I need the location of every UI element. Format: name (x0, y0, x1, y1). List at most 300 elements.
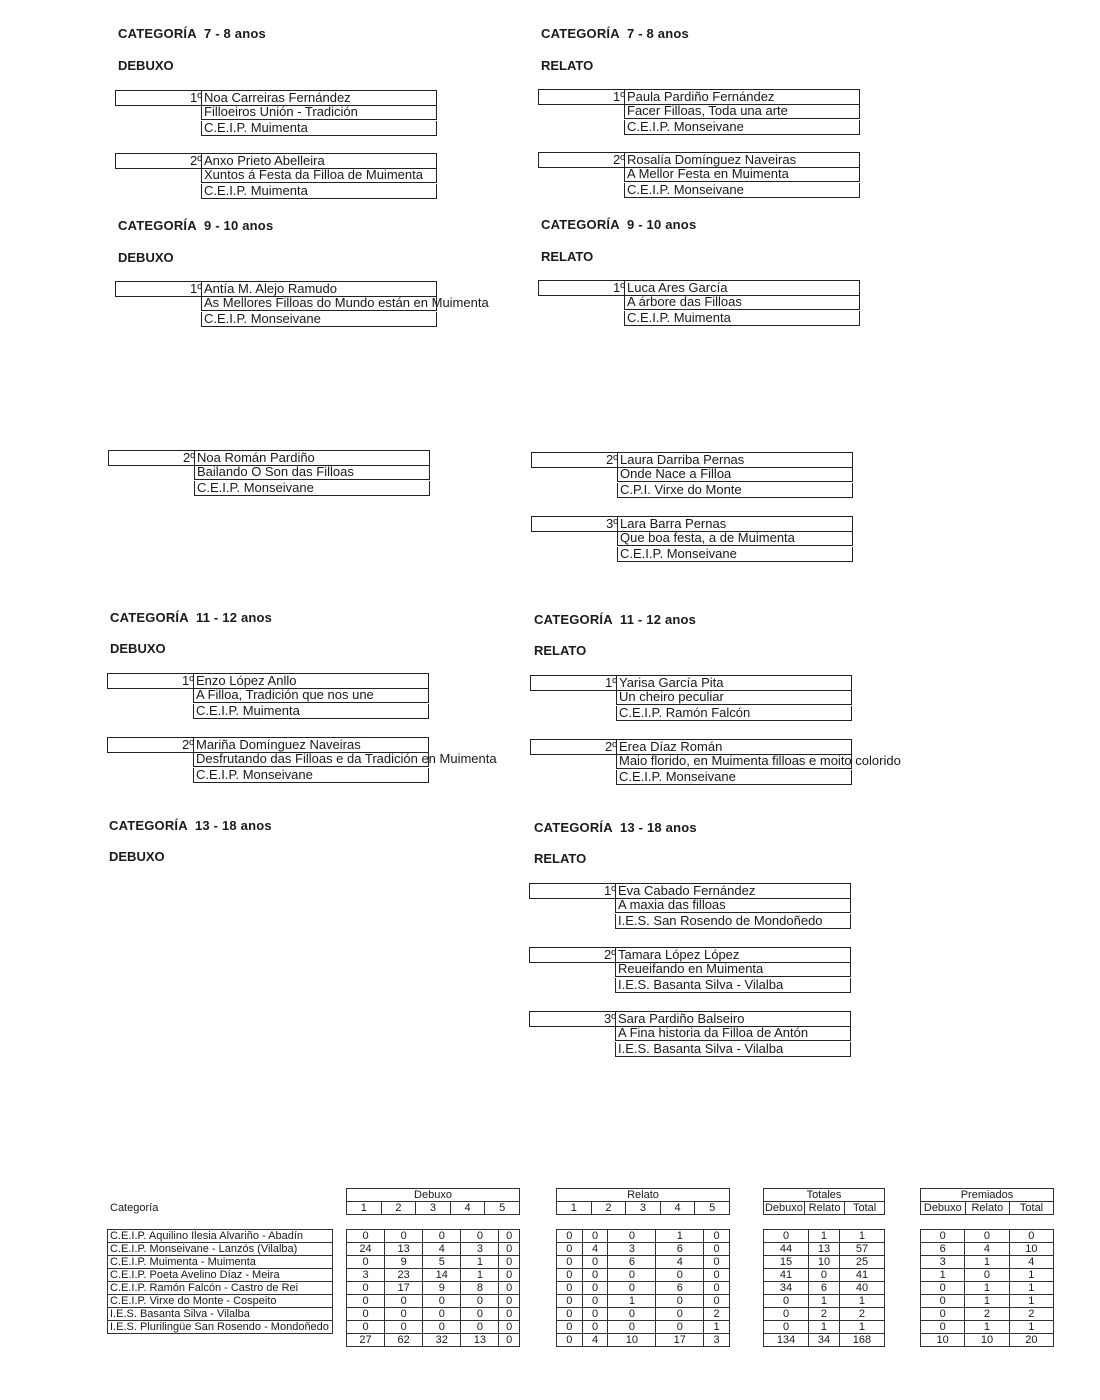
premiados-cell: 0 (921, 1230, 965, 1243)
premiados-cell: 1 (1009, 1269, 1053, 1282)
award-title: Xuntos á Festa da Filloa de Muimenta (201, 168, 437, 183)
debuxo-cell: 0 (423, 1321, 461, 1334)
premiados-cell: 2 (965, 1308, 1009, 1321)
relato-cell: 0 (557, 1256, 583, 1269)
relato-caption: Relato (557, 1189, 730, 1202)
category-heading: CATEGORÍA 9 - 10 anos (118, 218, 274, 233)
premiados-cell: 4 (965, 1243, 1009, 1256)
category-heading: CATEGORÍA 9 - 10 anos (541, 217, 697, 232)
relato-cell: 4 (582, 1334, 608, 1347)
totales-cell: 1 (809, 1321, 840, 1334)
section-type-heading: RELATO (534, 851, 587, 866)
debuxo-cell: 0 (347, 1295, 385, 1308)
relato-cell: 0 (582, 1269, 608, 1282)
debuxo-cell: 23 (385, 1269, 423, 1282)
debuxo-cell: 0 (423, 1295, 461, 1308)
premiados-cell: 1 (1009, 1321, 1053, 1334)
debuxo-row (347, 1282, 520, 1295)
relato-cell: 6 (656, 1243, 704, 1256)
relato-column-header: 4 (660, 1202, 695, 1215)
relato-cell: 0 (608, 1308, 656, 1321)
award-school: C.E.I.P. Monseivane (624, 183, 860, 198)
premiados-cell: 10 (965, 1334, 1009, 1347)
award-title: Onde Nace a Filloa (617, 467, 853, 482)
premiados-cell: 1 (921, 1269, 965, 1282)
relato-cell: 0 (557, 1243, 583, 1256)
award-name: Antía M. Alejo Ramudo (201, 281, 437, 297)
award-row-school (115, 185, 435, 201)
award-school: C.E.I.P. Muimenta (201, 184, 437, 199)
section-type-heading: DEBUXO (118, 250, 174, 265)
award-rank: 2º (115, 153, 204, 169)
category-heading: CATEGORÍA 7 - 8 anos (118, 26, 266, 41)
school-row (108, 1321, 333, 1334)
debuxo-cell: 13 (461, 1334, 499, 1347)
debuxo-cell: 24 (347, 1243, 385, 1256)
relato-cell: 0 (656, 1269, 704, 1282)
award-entry (107, 737, 497, 785)
award-name: Lara Barra Pernas (617, 516, 853, 532)
relato-data-table (556, 1229, 730, 1347)
totales-row (764, 1269, 885, 1282)
totales-cell: 44 (764, 1243, 809, 1256)
award-title: Reueifando en Muimenta (615, 962, 851, 977)
award-entry (529, 883, 849, 931)
award-rank: 2º (529, 947, 618, 963)
premiados-caption: Premiados (921, 1189, 1054, 1202)
totales-column-header: Relato (804, 1202, 844, 1215)
debuxo-cell: 3 (347, 1269, 385, 1282)
award-school: C.E.I.P. Monseivane (617, 547, 853, 562)
award-row-school (531, 548, 851, 564)
award-rank: 1º (107, 673, 196, 689)
premiados-row (921, 1282, 1054, 1295)
premiados-row (921, 1230, 1054, 1243)
award-title: Maio florido, en Muimenta filloas e moito colorido (616, 754, 852, 769)
totales-cell: 0 (809, 1269, 840, 1282)
award-title: A Filloa, Tradición que nos une (193, 688, 429, 703)
relato-cell: 0 (582, 1321, 608, 1334)
section-type-heading: RELATO (541, 58, 594, 73)
relato-cell: 0 (557, 1230, 583, 1243)
relato-cell: 6 (608, 1256, 656, 1269)
relato-cell: 0 (656, 1295, 704, 1308)
debuxo-row (347, 1321, 520, 1334)
school-name: C.E.I.P. Poeta Avelino Díaz - Meira (108, 1269, 333, 1282)
premiados-row (921, 1243, 1054, 1256)
school-row (108, 1243, 333, 1256)
relato-row (557, 1321, 730, 1334)
premiados-cell: 6 (921, 1243, 965, 1256)
schools-table (107, 1229, 333, 1334)
debuxo-data-table (346, 1229, 520, 1347)
award-entry (530, 739, 901, 787)
debuxo-cell: 0 (499, 1243, 520, 1256)
totales-cell: 168 (839, 1334, 884, 1347)
award-rank: 1º (529, 883, 618, 899)
totales-cell: 134 (764, 1334, 809, 1347)
debuxo-cell: 17 (385, 1282, 423, 1295)
debuxo-column-header: 3 (416, 1202, 451, 1215)
debuxo-cell: 0 (385, 1308, 423, 1321)
debuxo-cell: 0 (499, 1295, 520, 1308)
debuxo-column-header: 2 (381, 1202, 416, 1215)
school-row (108, 1230, 333, 1243)
debuxo-cell: 0 (423, 1230, 461, 1243)
category-heading: CATEGORÍA 7 - 8 anos (541, 26, 689, 41)
relato-cell: 1 (656, 1230, 704, 1243)
premiados-row (921, 1321, 1054, 1334)
award-title: As Mellores Filloas do Mundo están en Muimenta (201, 296, 437, 311)
award-rank: 1º (530, 675, 619, 691)
award-school: C.E.I.P. Monseivane (624, 120, 860, 135)
totales-cell: 57 (839, 1243, 884, 1256)
debuxo-cell: 0 (347, 1321, 385, 1334)
debuxo-cell: 9 (423, 1282, 461, 1295)
debuxo-cell: 0 (499, 1256, 520, 1269)
relato-cell: 0 (608, 1321, 656, 1334)
award-row-school (107, 769, 427, 785)
totales-cell: 25 (839, 1256, 884, 1269)
award-title: Un cheiro peculiar (616, 690, 852, 705)
relato-cell: 0 (557, 1321, 583, 1334)
premiados-row (921, 1295, 1054, 1308)
totales-cell: 40 (839, 1282, 884, 1295)
award-name: Mariña Domínguez Naveiras (193, 737, 429, 753)
award-name: Erea Díaz Román (616, 739, 852, 755)
totales-cell: 6 (809, 1282, 840, 1295)
debuxo-row (347, 1243, 520, 1256)
award-row-school (530, 707, 850, 723)
debuxo-cell: 0 (423, 1308, 461, 1321)
award-name: Enzo López Anllo (193, 673, 429, 689)
totales-cell: 41 (839, 1269, 884, 1282)
premiados-cell: 0 (965, 1269, 1009, 1282)
relato-row (557, 1295, 730, 1308)
award-row-school (538, 121, 858, 137)
award-school: C.E.I.P. Muimenta (624, 311, 860, 326)
relato-cell: 0 (608, 1269, 656, 1282)
debuxo-row (347, 1230, 520, 1243)
award-rank: 1º (538, 280, 627, 296)
category-heading: CATEGORÍA 13 - 18 anos (109, 818, 272, 833)
totales-column-header: Debuxo (764, 1202, 803, 1214)
premiados-cell: 0 (965, 1230, 1009, 1243)
school-name: C.E.I.P. Monseivane - Lanzós (Vilalba) (108, 1243, 333, 1256)
award-school: C.P.I. Virxe do Monte (617, 483, 853, 498)
debuxo-cell: 14 (423, 1269, 461, 1282)
school-name: I.E.S. Basanta Silva - Vilalba (108, 1308, 333, 1321)
award-rank: 3º (531, 516, 620, 532)
totales-row (764, 1243, 885, 1256)
award-rank: 2º (538, 152, 627, 168)
award-rank: 1º (115, 281, 204, 297)
school-name: C.E.I.P. Virxe do Monte - Cospeito (108, 1295, 333, 1308)
relato-row (557, 1308, 730, 1321)
relato-cell: 0 (704, 1269, 730, 1282)
award-row-school (108, 482, 428, 498)
award-name: Sara Pardiño Balseiro (615, 1011, 851, 1027)
premiados-cell: 1 (965, 1295, 1009, 1308)
award-entry (108, 450, 428, 498)
totales-total-row (764, 1334, 885, 1347)
debuxo-cell: 62 (385, 1334, 423, 1347)
debuxo-total-row (347, 1334, 520, 1347)
award-title: A Mellor Festa en Muimenta (624, 167, 860, 182)
relato-header-table (556, 1188, 730, 1215)
relato-cell: 0 (608, 1282, 656, 1295)
relato-cell: 0 (656, 1308, 704, 1321)
premiados-row (921, 1269, 1054, 1282)
totales-cell: 0 (764, 1321, 809, 1334)
relato-cell: 0 (704, 1295, 730, 1308)
school-row (108, 1269, 333, 1282)
relato-cell: 1 (608, 1295, 656, 1308)
award-title: A árbore das Filloas (624, 295, 860, 310)
award-school: I.E.S. Basanta Silva - Vilalba (615, 1042, 851, 1057)
debuxo-cell: 0 (347, 1230, 385, 1243)
premiados-cell: 1 (1009, 1295, 1053, 1308)
award-entry (115, 90, 435, 138)
relato-cell: 6 (656, 1282, 704, 1295)
debuxo-row (347, 1256, 520, 1269)
award-name: Tamara López López (615, 947, 851, 963)
relato-cell: 0 (557, 1269, 583, 1282)
debuxo-cell: 0 (385, 1230, 423, 1243)
totales-cell: 1 (809, 1230, 840, 1243)
debuxo-cell: 0 (347, 1308, 385, 1321)
award-name: Noa Román Pardiño (194, 450, 430, 466)
totales-cell: 34 (809, 1334, 840, 1347)
relato-cell: 0 (704, 1256, 730, 1269)
award-entry (115, 153, 435, 201)
totales-header-table (763, 1188, 885, 1215)
debuxo-cell: 0 (499, 1321, 520, 1334)
award-school: C.E.I.P. Monseivane (201, 312, 437, 327)
premiados-cell: 0 (921, 1321, 965, 1334)
premiados-cell: 0 (921, 1308, 965, 1321)
premiados-cell: 10 (921, 1334, 965, 1347)
totales-cell: 34 (764, 1282, 809, 1295)
relato-cell: 4 (582, 1243, 608, 1256)
debuxo-cell: 27 (347, 1334, 385, 1347)
award-name: Luca Ares García (624, 280, 860, 296)
award-school: I.E.S. San Rosendo de Mondoñedo (615, 914, 851, 929)
totales-caption: Totales (764, 1189, 885, 1202)
relato-cell: 0 (582, 1256, 608, 1269)
award-name: Laura Darriba Pernas (617, 452, 853, 468)
totales-cell: 0 (764, 1308, 809, 1321)
debuxo-cell: 0 (347, 1256, 385, 1269)
premiados-column-header: Debuxo (921, 1202, 966, 1215)
award-entry (529, 1011, 849, 1059)
award-entry (538, 89, 858, 137)
premiados-row (921, 1256, 1054, 1269)
totales-row (764, 1308, 885, 1321)
award-entry (538, 152, 858, 200)
premiados-cell: 1 (965, 1282, 1009, 1295)
relato-cell: 0 (704, 1282, 730, 1295)
debuxo-cell: 13 (385, 1243, 423, 1256)
award-entry (531, 516, 851, 564)
school-row (108, 1295, 333, 1308)
totales-cell: 41 (764, 1269, 809, 1282)
premiados-cell: 4 (1009, 1256, 1053, 1269)
relato-row (557, 1230, 730, 1243)
award-school: C.E.I.P. Monseivane (616, 770, 852, 785)
debuxo-row (347, 1269, 520, 1282)
relato-row (557, 1269, 730, 1282)
premiados-data-table (920, 1229, 1054, 1347)
totales-row (764, 1230, 885, 1243)
totales-cell: 13 (809, 1243, 840, 1256)
award-title: Que boa festa, a de Muimenta (617, 531, 853, 546)
summary-category-label: Categoría (110, 1202, 159, 1214)
premiados-cell: 20 (1009, 1334, 1053, 1347)
debuxo-column-header: 4 (450, 1202, 485, 1215)
debuxo-cell: 32 (423, 1334, 461, 1347)
award-row-school (530, 771, 850, 787)
relato-cell: 1 (704, 1321, 730, 1334)
award-rank: 2º (108, 450, 197, 466)
award-row-school (538, 184, 858, 200)
award-rank: 2º (107, 737, 196, 753)
category-heading: CATEGORÍA 13 - 18 anos (534, 820, 697, 835)
premiados-cell: 1 (965, 1256, 1009, 1269)
award-title: Filloeiros Unión - Tradición (201, 105, 437, 120)
debuxo-cell: 0 (385, 1321, 423, 1334)
award-name: Rosalía Domínguez Naveiras (624, 152, 860, 168)
award-title: Facer Filloas, Toda una arte (624, 104, 860, 119)
relato-cell: 0 (557, 1334, 583, 1347)
totales-cell: 0 (764, 1230, 809, 1243)
debuxo-header-table (346, 1188, 520, 1215)
award-school: C.E.I.P. Monseivane (193, 768, 429, 783)
school-row (108, 1308, 333, 1321)
award-school: C.E.I.P. Ramón Falcón (616, 706, 852, 721)
totales-cell: 10 (809, 1256, 840, 1269)
award-title: A maxia das filloas (615, 898, 851, 913)
relato-row (557, 1256, 730, 1269)
section-type-heading: DEBUXO (118, 58, 174, 73)
category-heading: CATEGORÍA 11 - 12 anos (534, 612, 697, 627)
debuxo-cell: 8 (461, 1282, 499, 1295)
debuxo-cell: 0 (347, 1282, 385, 1295)
relato-cell: 3 (608, 1243, 656, 1256)
award-row-school (529, 1043, 849, 1059)
award-school: C.E.I.P. Muimenta (201, 121, 437, 136)
debuxo-cell: 3 (461, 1243, 499, 1256)
award-name: Anxo Prieto Abelleira (201, 153, 437, 169)
totales-cell: 0 (764, 1295, 809, 1308)
debuxo-cell: 0 (499, 1269, 520, 1282)
award-row-school (115, 313, 435, 329)
debuxo-cell: 0 (499, 1334, 520, 1347)
totales-row (764, 1282, 885, 1295)
award-name: Yarisa García Pita (616, 675, 852, 691)
totales-data-table (763, 1229, 885, 1347)
award-entry (538, 280, 858, 328)
debuxo-cell: 0 (499, 1308, 520, 1321)
premiados-cell: 2 (1009, 1308, 1053, 1321)
relato-cell: 17 (656, 1334, 704, 1347)
debuxo-cell: 1 (461, 1256, 499, 1269)
relato-row (557, 1243, 730, 1256)
debuxo-row (347, 1308, 520, 1321)
debuxo-column-header: 5 (485, 1202, 520, 1215)
award-rank: 1º (115, 90, 204, 106)
award-row-school (529, 915, 849, 931)
relato-cell: 0 (656, 1321, 704, 1334)
debuxo-cell: 5 (423, 1256, 461, 1269)
category-heading: CATEGORÍA 11 - 12 anos (110, 610, 273, 625)
debuxo-cell: 0 (499, 1230, 520, 1243)
school-name: C.E.I.P. Ramón Falcón - Castro de Rei (108, 1282, 333, 1295)
totales-row (764, 1295, 885, 1308)
totales-cell: 2 (839, 1308, 884, 1321)
section-type-heading: RELATO (534, 643, 587, 658)
premiados-row (921, 1308, 1054, 1321)
relato-cell: 0 (704, 1243, 730, 1256)
relato-column-header: 2 (591, 1202, 626, 1215)
award-row-school (529, 979, 849, 995)
section-type-heading: RELATO (541, 249, 594, 264)
totales-cell: 1 (809, 1295, 840, 1308)
award-name: Paula Pardiño Fernández (624, 89, 860, 105)
award-rank: 1º (538, 89, 627, 105)
premiados-cell: 0 (921, 1295, 965, 1308)
premiados-cell: 10 (1009, 1243, 1053, 1256)
relato-cell: 0 (557, 1282, 583, 1295)
relato-cell: 3 (704, 1334, 730, 1347)
relato-cell: 0 (582, 1230, 608, 1243)
relato-row (557, 1282, 730, 1295)
relato-total-row (557, 1334, 730, 1347)
debuxo-caption: Debuxo (347, 1189, 520, 1202)
debuxo-row (347, 1295, 520, 1308)
debuxo-cell: 0 (461, 1230, 499, 1243)
premiados-cell: 0 (921, 1282, 965, 1295)
relato-column-header: 3 (626, 1202, 661, 1215)
award-row-school (107, 705, 427, 721)
award-title: A Fina historia da Filloa de Antón (615, 1026, 851, 1041)
debuxo-column-header: 1 (347, 1202, 382, 1215)
award-row-school (538, 312, 858, 328)
premiados-column-header: Total (1010, 1202, 1054, 1215)
award-entry (107, 673, 427, 721)
award-entry (531, 452, 851, 500)
premiados-header-table (920, 1188, 1054, 1215)
totales-row (764, 1321, 885, 1334)
school-name: C.E.I.P. Aquilino Ilesia Alvariño - Abadín (108, 1230, 333, 1243)
premiados-cell: 1 (1009, 1282, 1053, 1295)
debuxo-cell: 0 (461, 1295, 499, 1308)
totales-cell: 1 (839, 1295, 884, 1308)
totales-cell: 2 (809, 1308, 840, 1321)
school-name: C.E.I.P. Muimenta - Muimenta (108, 1256, 333, 1269)
award-name: Eva Cabado Fernández (615, 883, 851, 899)
relato-column-header: 5 (695, 1202, 730, 1215)
section-type-heading: DEBUXO (110, 641, 166, 656)
totales-cell: 1 (839, 1230, 884, 1243)
award-school: C.E.I.P. Muimenta (193, 704, 429, 719)
relato-column-header: 1 (557, 1202, 592, 1215)
relato-cell: 0 (557, 1308, 583, 1321)
award-title: Desfrutando das Filloas e da Tradición en Muimenta (193, 752, 429, 767)
totales-cell: 1 (839, 1321, 884, 1334)
school-row (108, 1282, 333, 1295)
premiados-cell: 0 (1009, 1230, 1053, 1243)
